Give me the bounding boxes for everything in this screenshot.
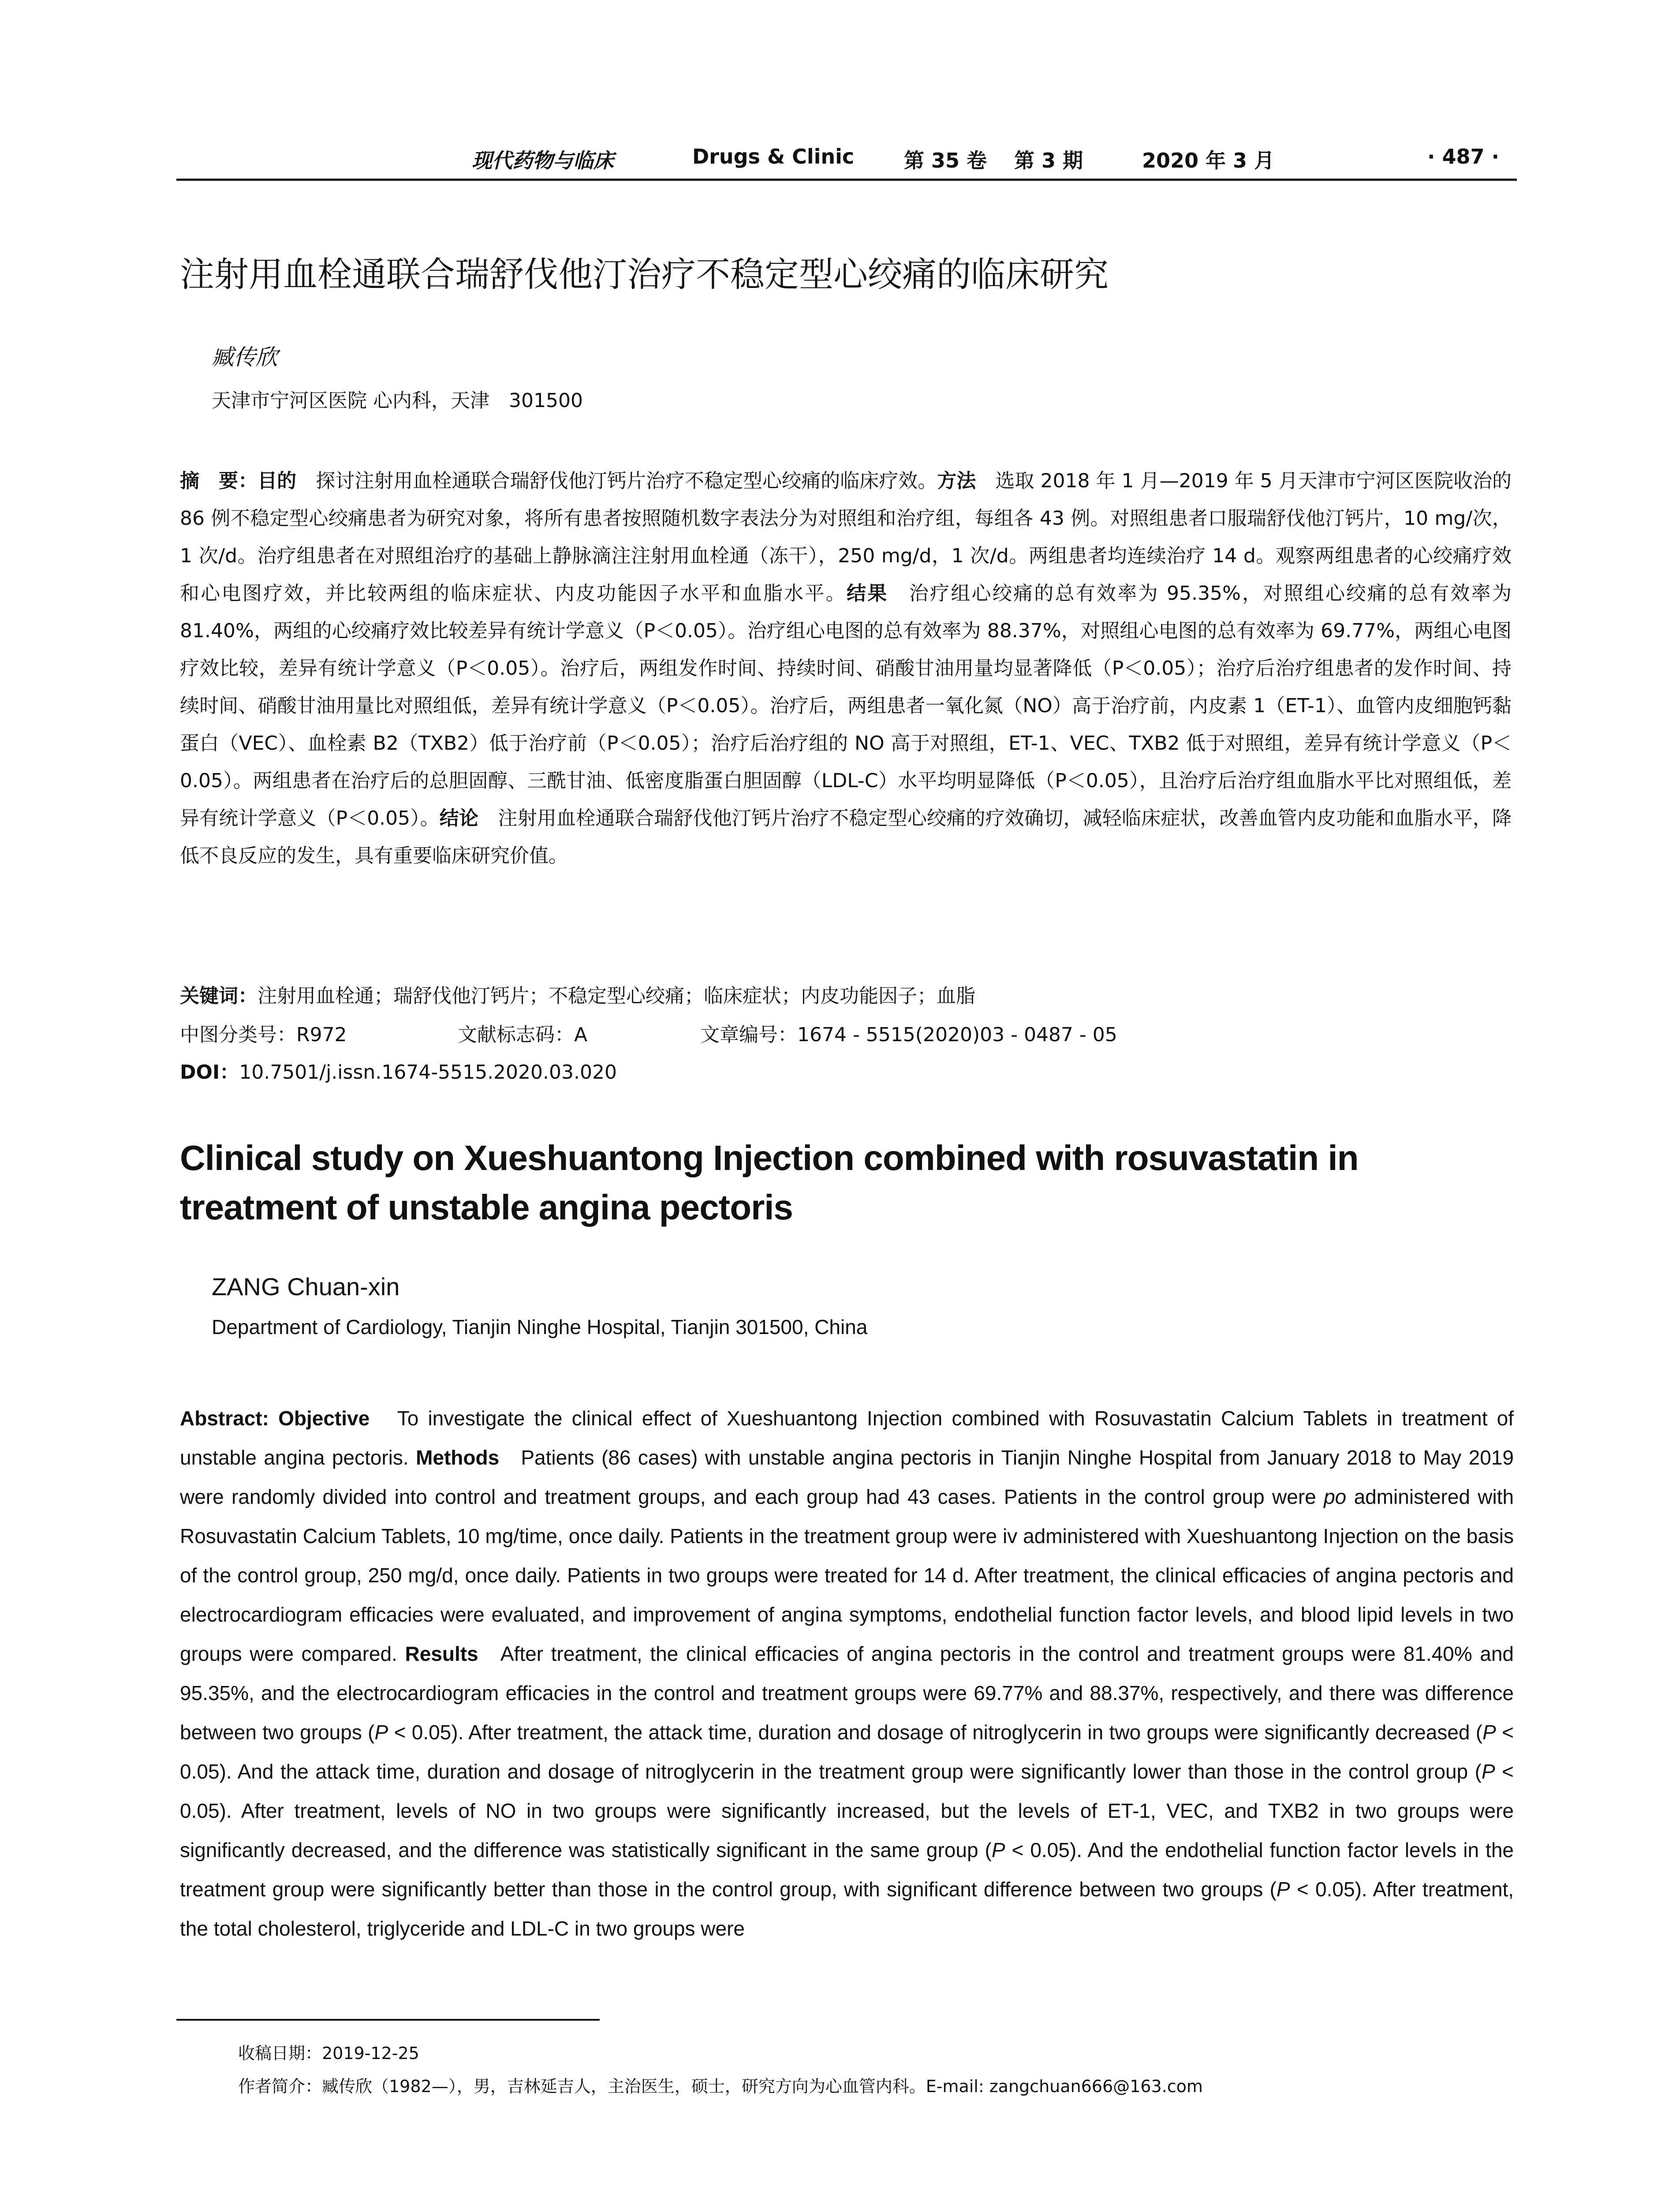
methods-label-cn: 方法 xyxy=(937,470,976,492)
results-text-cn: 治疗组心绞痛的总有效率为 95.35%，对照组心绞痛的总有效率为 81.40%，两组的心绞痛疗效比较差异有统计学意义（P＜0.05）。治疗组心电图的总有效率为 88.37%，对照组心电图的总有效率为 69.77%，两组心电图疗效比较，差异有统计学意义（P＜0.05）。治疗后，两组发作时间、持续时间、硝酸甘油用量均显著降低（P＜0.05）；治疗后治疗组患者的发作时间、持续时间、硝酸甘油用量比对照组低，差异有统计学意义（P＜0.05）。治疗后，两组患者一氧化氮（NO）高于治疗前，内皮素 1（ET-1）、血管内皮细胞钙黏蛋白（VEC）、血栓素 B2（TXB2）低于治疗前（P＜0.05）；治疗后治疗组的 NO 高于对照组，ET-1、VEC、TXB2 低于对照组，差异有统计学意义（P＜0.05）。两组患者在治疗后的总胆固醇、三酰甘油、低密度脂蛋白胆固醇（LDL-C）水平均明显降低（P＜0.05），且治疗后治疗组血脂水平比对照组低，差异有统计学意义（P＜0.05）。 xyxy=(180,582,1512,830)
methods-text-en-b: administered with Rosuvastatin Calcium Tablets, 10 mg/time, once daily. Patients in the treatment group were iv administered with Xueshuantong Injection on the basis of the control group, 250 mg/d, once daily. Patients in two groups were treated for 14 d. After treatment, the clinical efficacies of angina pectoris and electrocardiogram efficacies were evaluated, and improvement of angina symptoms, endothelial function factor levels, and blood lipid levels in two groups were compared. xyxy=(180,1485,1514,1665)
objective-label-cn: 目的 xyxy=(258,470,297,492)
article-title-en: Clinical study on Xueshuantong Injection combined with rosuvastatin in treatment of unstable angina pectoris xyxy=(180,1138,1359,1227)
running-header xyxy=(176,140,1517,181)
doi-label: DOI： xyxy=(180,1061,239,1084)
doi-link[interactable]: 10.7501/j.issn.1674-5515.2020.03.020 xyxy=(239,1061,617,1084)
objective-text-cn: 探讨注射用血栓通联合瑞舒伐他汀钙片治疗不稳定型心绞痛的临床疗效。 xyxy=(296,470,937,492)
results-text-en-3: < 0.05). And the attack time, duration and dosage of nitroglycerin in the treatment group were significantly lower than those in the control group ( xyxy=(180,1721,1514,1783)
journal-name-en: Drugs & Clinic xyxy=(692,145,855,168)
abstract-label-cn: 摘 要： xyxy=(180,470,258,492)
results-text-en-2: < 0.05). After treatment, the attack time, duration and dosage of nitroglycerin in two groups were significantly decreased ( xyxy=(388,1721,1483,1744)
results-label-cn: 结果 xyxy=(847,582,889,605)
author-name-en: ZANG Chuan-xin xyxy=(212,1273,400,1301)
p-symbol: P xyxy=(1481,1760,1495,1783)
p-symbol: P xyxy=(1482,1721,1496,1744)
p-symbol: P xyxy=(374,1721,388,1744)
objective-label-en: Objective xyxy=(278,1407,370,1430)
abstract-label-en: Abstract: xyxy=(180,1407,269,1430)
methods-po: po xyxy=(1324,1485,1347,1508)
results-text-en-5: < 0.05). And the endothelial function factor levels in the treatment group were significantly better than those in the control group, with significant difference between two groups ( xyxy=(180,1839,1514,1901)
issue-date: 2020 年 3 月 xyxy=(1142,149,1275,172)
methods-label-en: Methods xyxy=(416,1446,500,1469)
journal-name-cn: 现代药物与临床 xyxy=(472,149,614,172)
issue-number: 第 3 期 xyxy=(1014,149,1083,172)
results-label-en: Results xyxy=(405,1642,478,1665)
conclusion-label-cn: 结论 xyxy=(439,807,479,830)
article-title-cn: 注射用血栓通联合瑞舒伐他汀治疗不稳定型心绞痛的临床研究 xyxy=(180,255,1109,295)
article-number: 文章编号：1674 - 5515(2020)03 - 0487 - 05 xyxy=(700,1024,1117,1046)
author-bio: 作者简介：臧传欣（1982—），男，吉林延吉人，主治医生，硕士，研究方向为心血管内科。E-mail: zangchuan666@163.com xyxy=(238,2077,1203,2096)
results-text-en-4: < 0.05). After treatment, levels of NO in two groups were significantly increased, but the levels of ET-1, VEC, and TXB2 in two groups were significantly decreased, and the difference was statistically significant in the same group ( xyxy=(180,1760,1514,1861)
p-symbol: P xyxy=(991,1839,1005,1861)
keywords-label: 关键词： xyxy=(180,985,258,1007)
methods-text-cn: 选取 2018 年 1 月—2019 年 5 月天津市宁河区医院收治的 86 例不稳定型心绞痛患者为研究对象，将所有患者按照随机数字表法分为对照组和治疗组，每组各 43 例。对照组患者口服瑞舒伐他汀钙片，10 mg/次，1 次/d。治疗组患者在对照组治疗的基础上静脉滴注注射用血栓通（冻干），250 mg/d，1 次/d。两组患者均连续治疗 14 d。观察两组患者的心绞痛疗效和心电图疗效，并比较两组的临床症状、内皮功能因子水平和血脂水平。 xyxy=(180,470,1512,605)
footnote-rule xyxy=(176,2019,600,2021)
methods-text-en-a: Patients (86 cases) with unstable angina pectoris in Tianjin Ninghe Hospital from January 2018 to May 2019 were randomly divided into control and treatment groups, and each group had 43 cases. Patients in the control group were xyxy=(180,1446,1514,1508)
author-affiliation-cn: 天津市宁河区医院 心内科，天津 301500 xyxy=(212,389,583,412)
objective-text-en: To investigate the clinical effect of Xueshuantong Injection combined with Rosuvastatin Calcium Tablets in treatment of unstable angina pectoris. xyxy=(180,1407,1514,1469)
author-affiliation-en: Department of Cardiology, Tianjin Ninghe Hospital, Tianjin 301500, China xyxy=(212,1316,868,1338)
abstract-en xyxy=(180,1399,1514,1948)
author-name-cn: 臧传欣 xyxy=(212,344,278,370)
clc-number: 中图分类号：R972 xyxy=(180,1024,347,1046)
results-text-en-6: < 0.05). After treatment, the total cholesterol, triglyceride and LDL-C in two groups were xyxy=(180,1878,1514,1940)
doi-line xyxy=(180,1056,1512,1084)
volume-number: 第 35 卷 xyxy=(904,149,987,172)
header-rule xyxy=(176,179,1517,181)
keywords-text: 注射用血栓通；瑞舒伐他汀钙片；不稳定型心绞痛；临床症状；内皮功能因子；血脂 xyxy=(258,985,975,1007)
p-symbol: P xyxy=(1276,1878,1290,1901)
page-number: · 487 · xyxy=(1427,145,1499,168)
conclusion-text-cn: 注射用血栓通联合瑞舒伐他汀钙片治疗不稳定型心绞痛的疗效确切，减轻临床症状，改善血管内皮功能和血脂水平，降低不良反应的发生，具有重要临床研究价值。 xyxy=(180,807,1512,867)
abstract-cn xyxy=(180,462,1512,875)
keywords-cn xyxy=(180,980,1512,1008)
document-code: 文献标志码：A xyxy=(458,1024,588,1046)
results-text-en-1: After treatment, the clinical efficacies of angina pectoris in the control and treatment groups were 81.40% and 95.35%, and the electrocardiogram efficacies in the control and treatment groups were 69.77% and 88.37%, respectively, and there was difference between two groups ( xyxy=(180,1642,1514,1744)
received-date: 收稿日期：2019-12-25 xyxy=(238,2044,419,2063)
